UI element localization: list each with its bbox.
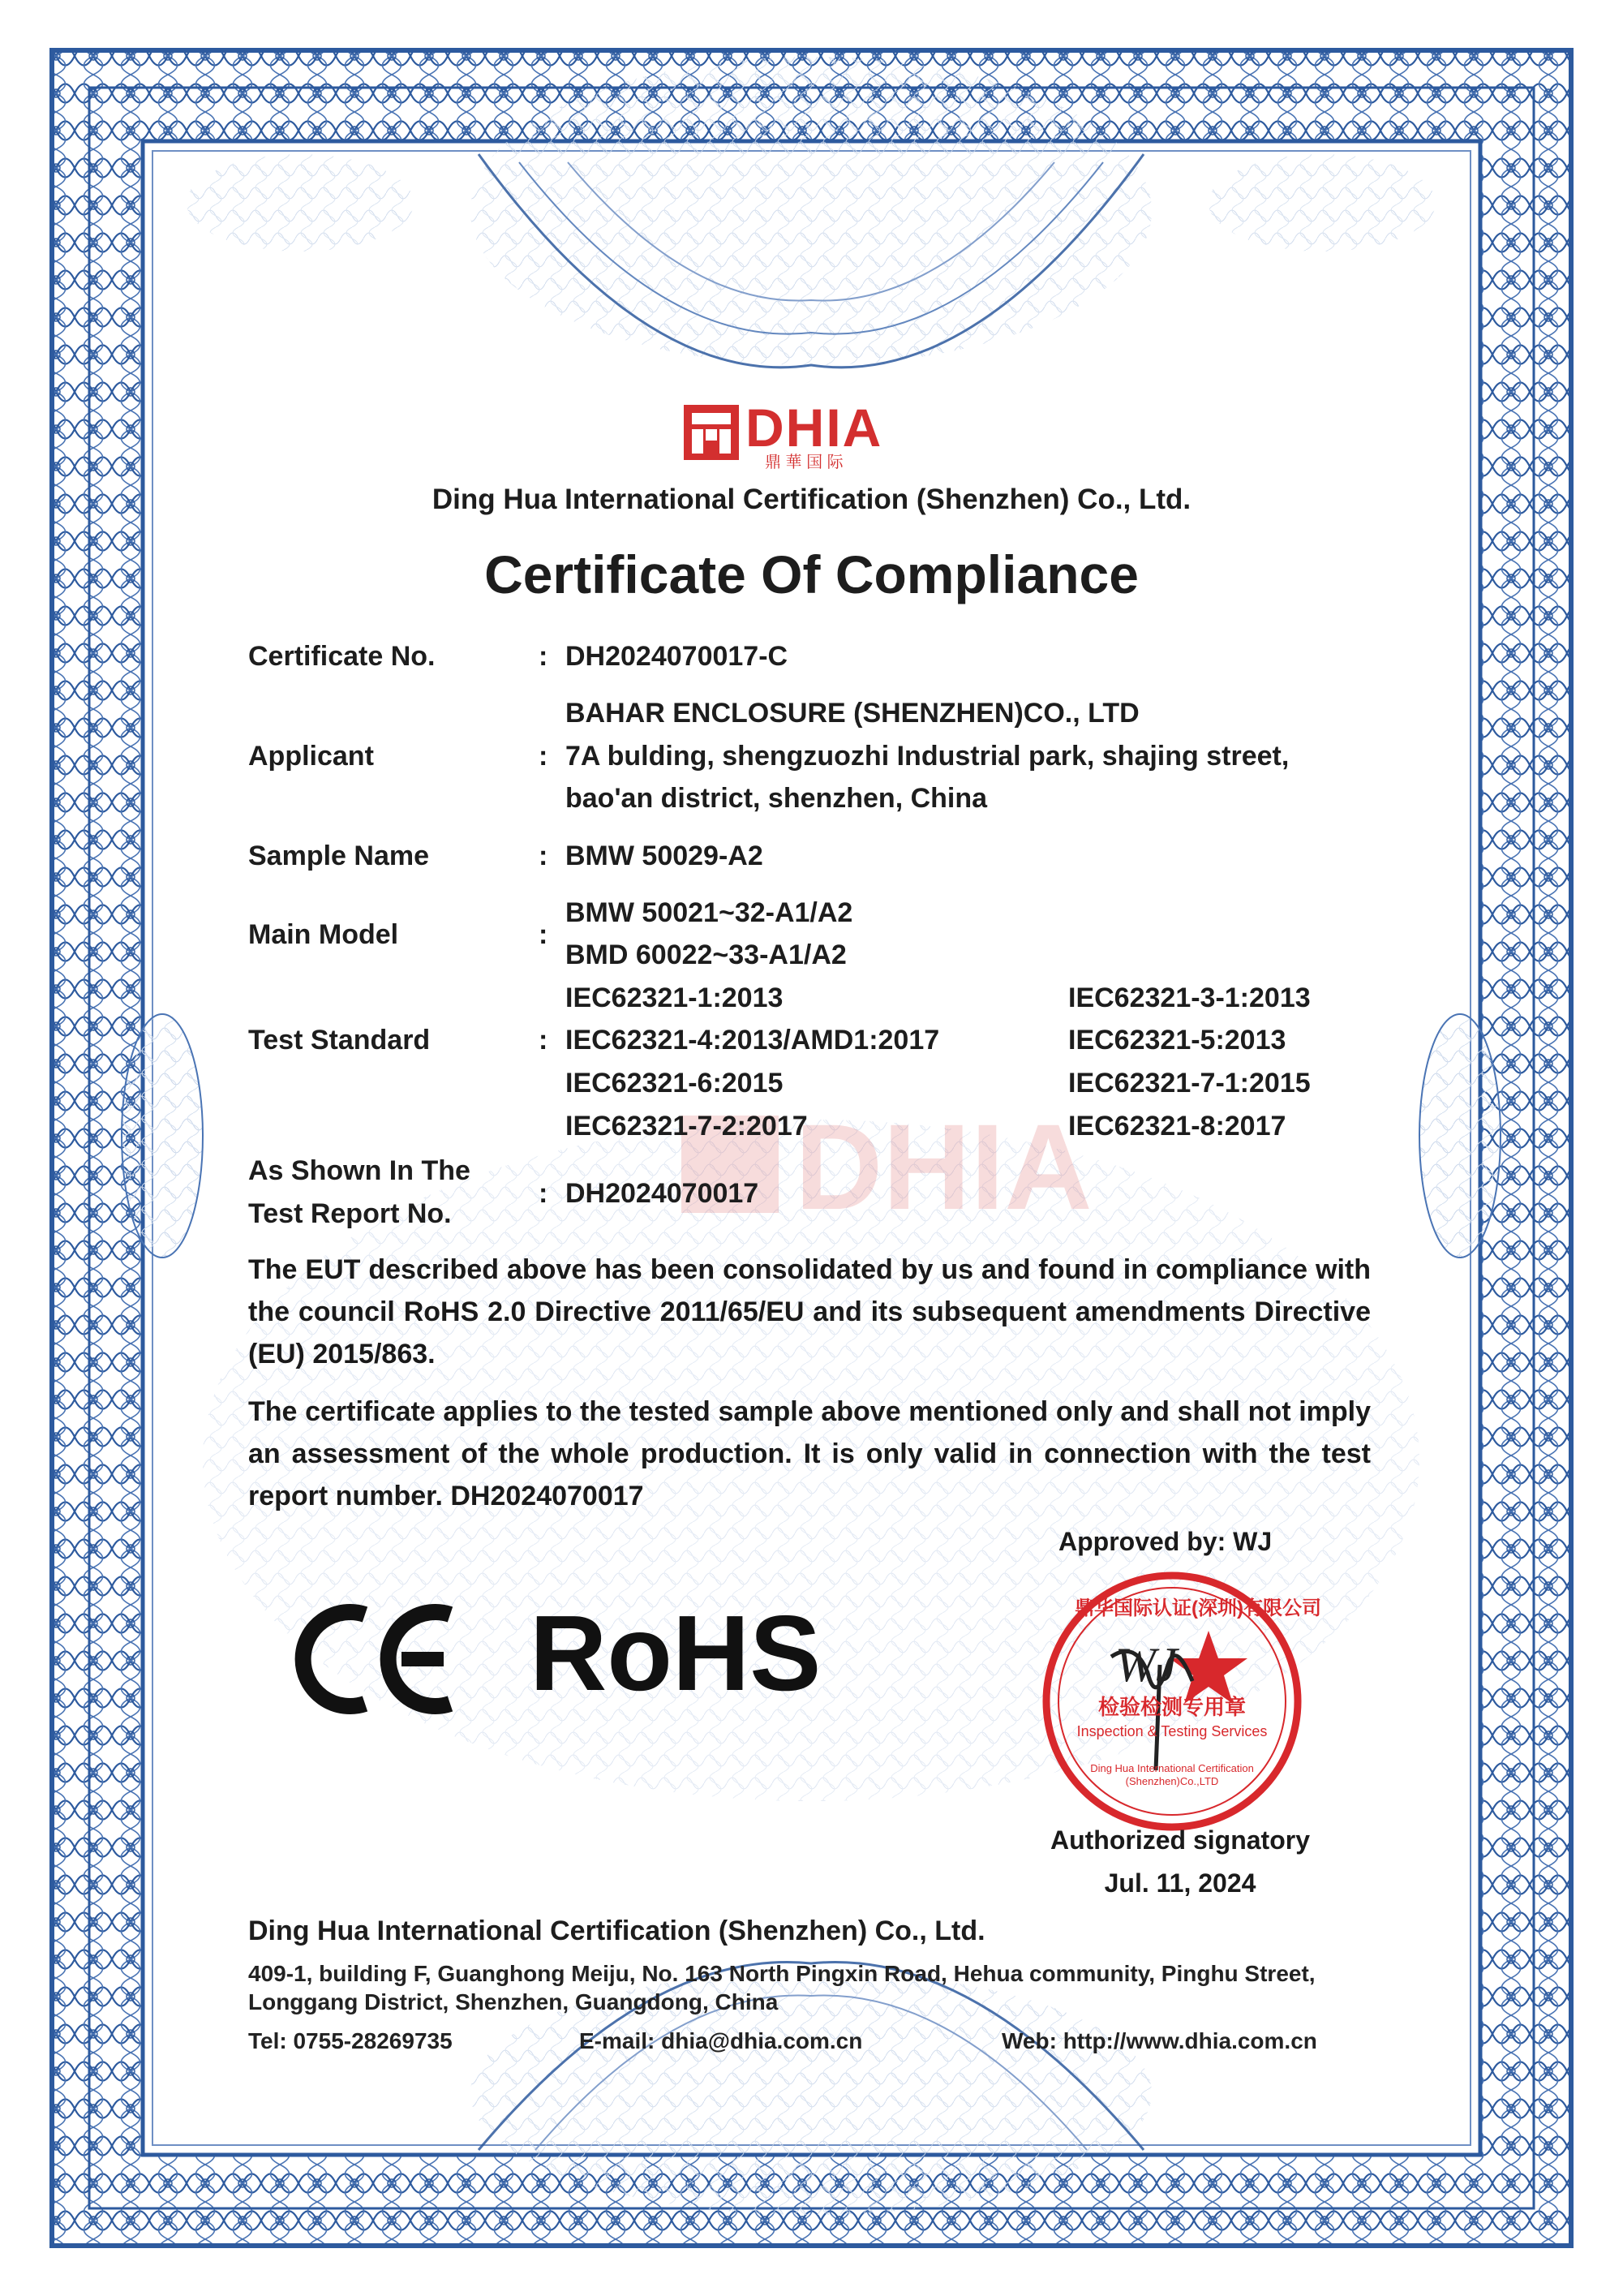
main-model-line-2: BMD 60022~33-A1/A2 [565,939,847,970]
footer-address-line-2: Longgang District, Shenzhen, Guangdong, China [248,1989,779,2014]
applicant-line-1: BAHAR ENCLOSURE (SHENZHEN)CO., LTD [565,698,1140,729]
logo-chinese-text: 鼎 華 国 际 [765,454,844,471]
validity-paragraph: The certificate applies to the tested sample above mentioned only and shall not imply an assessment of the whole production. It is only valid in connection with the test report number. DH2024070017 [248,1396,1371,1511]
footer-tel: Tel: 0755-28269735 [248,2028,453,2053]
test-standard-right-4: IEC62321-8:2017 [1068,1111,1286,1142]
svg-text:DHIA: DHIA [795,1116,1093,1235]
test-standard-left-1: IEC62321-1:2013 [565,982,784,1013]
compliance-paragraph: The EUT described above has been consolidated by us and found in compliance with the council RoHS 2.0 Directive 2011/65/EU and its subsequent amendments Directive (EU) 2015/863. [248,1254,1371,1369]
test-standard-label: Test Standard [248,1025,431,1056]
ce-mark [288,1598,458,1724]
approved-by: Approved by: WJ [1058,1527,1273,1556]
certificate-no-value: DH2024070017-C [565,641,788,672]
footer-company: Ding Hua International Certification (Shenzhen) Co., Ltd. [248,1915,985,1946]
dhia-logo [684,398,943,471]
rohs-mark: RoHS [530,1593,822,1713]
report-no-label-line-2: Test Report No. [248,1198,452,1229]
main-model-line-1: BMW 50021~32-A1/A2 [565,897,853,928]
footer-web: Web: http://www.dhia.com.cn [1002,2028,1317,2053]
seal-outer-text: 鼎华国际认证(深圳)有限公司 [1075,1597,1321,1619]
report-no-label-line-1: As Shown In The [248,1155,470,1186]
colon: : [539,841,548,871]
colon: : [539,641,548,672]
certificate-no-label: Certificate No. [248,641,436,672]
test-standard-left-2: IEC62321-4:2013/AMD1:2017 [565,1025,940,1056]
colon: : [539,741,548,772]
applicant-label: Applicant [248,741,374,772]
colon: : [539,1178,548,1209]
page-title: Certificate Of Compliance [484,544,1139,604]
test-standard-left-3: IEC62321-6:2015 [565,1068,784,1099]
signature-date: Jul. 11, 2024 [1104,1868,1256,1898]
sample-name-value: BMW 50029-A2 [565,841,763,871]
footer-address-line-1: 409-1, building F, Guanghong Meiju, No. 163 North Pingxin Road, Hehua community, Pinghu Street, [248,1961,1316,1986]
logo-brand-text: DHIA [745,398,883,458]
seal-sub-text: Inspection & Testing Services [1076,1723,1268,1739]
test-standard-right-3: IEC62321-7-1:2015 [1068,1068,1311,1099]
colon: : [539,919,548,950]
authorized-signatory: Authorized signatory [1050,1825,1310,1855]
test-standard-right-2: IEC62321-5:2013 [1068,1025,1286,1056]
company-header: Ding Hua International Certification (Shenzhen) Co., Ltd. [432,484,1191,515]
test-standard-left-4: IEC62321-7-2:2017 [565,1111,808,1142]
applicant-line-2: 7A bulding, shengzuozhi Industrial park, shajing street, [565,741,1290,772]
seal-signature: WJ [1115,1638,1178,1692]
seal-ring-text: Ding Hua International Certification (Shenzhen)Co.,LTD [1090,1762,1254,1787]
footer-email: E-mail: dhia@dhia.com.cn [579,2028,863,2053]
company-seal [1038,1567,1321,1835]
applicant-line-3: bao'an district, shenzhen, China [565,783,988,814]
colon: : [539,1025,548,1056]
ce-mark-icon [288,1598,458,1720]
report-no-value: DH2024070017 [565,1178,759,1209]
test-standard-right-1: IEC62321-3-1:2013 [1068,982,1311,1013]
seal-center-text: 检验检测专用章 [1097,1695,1246,1719]
sample-name-label: Sample Name [248,841,429,871]
main-model-label: Main Model [248,919,399,950]
